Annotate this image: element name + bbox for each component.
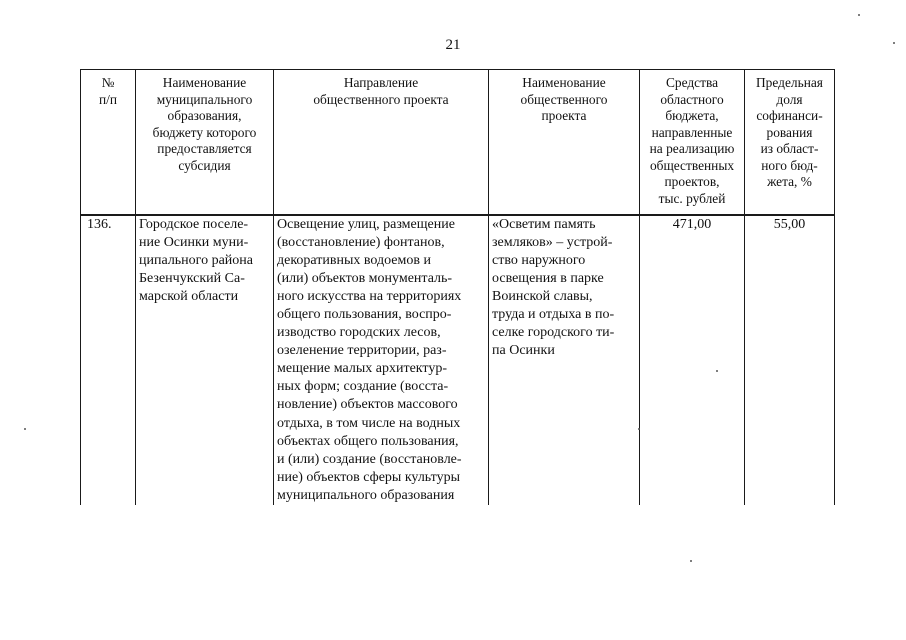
header-project-name: Наименование общественного проекта [489, 70, 640, 215]
header-direction: Направление общественного проекта [274, 70, 489, 215]
header-share: Предельная доля софинанси- рования из област- ного бюд- жета, % [745, 70, 835, 215]
header-funds: Средства областного бюджета, направленные на реализацию общественных проектов, тыс. рублей [640, 70, 745, 215]
table-header-row [81, 70, 835, 215]
header-number: № п/п [81, 70, 136, 215]
row-direction: Освещение улиц, размещение (восстановление) фонтанов, декоративных водоемов и (или) объектов монументаль- ного искусства на территориях общего пользования, воспро- изводство городских лесов, озеленение территории, раз- мещение малых архитектур- ных форм; создание (восста- новление) объектов массового отдыха, в том числе на водных объектах общего пользования, и (или) создание (восстановле- ние) объектов сферы культуры муниципального образования [274, 215, 489, 506]
row-share: 55,00 [745, 215, 835, 506]
scan-speck [893, 42, 895, 44]
table-row [81, 215, 835, 506]
subsidy-table [80, 69, 835, 505]
row-funds: 471,00 [640, 215, 745, 506]
scan-speck [716, 370, 718, 372]
page-number: 21 [445, 37, 461, 53]
row-municipality: Городское поселе- ние Осинки муни- ципального района Безенчукский Са- марской области [136, 215, 274, 506]
scan-speck [690, 560, 692, 562]
scan-speck [638, 428, 640, 430]
header-municipality: Наименование муниципального образования, бюджету которого предоставляется субсидия [136, 70, 274, 215]
scan-speck [24, 428, 26, 430]
row-number: 136. [81, 215, 136, 506]
scan-speck [858, 14, 860, 16]
row-project-name: «Осветим память земляков» – устрой- ство наружного освещения в парке Воинской славы, труда и отдыха в по- селке городского ти- па Осинки [489, 215, 640, 506]
